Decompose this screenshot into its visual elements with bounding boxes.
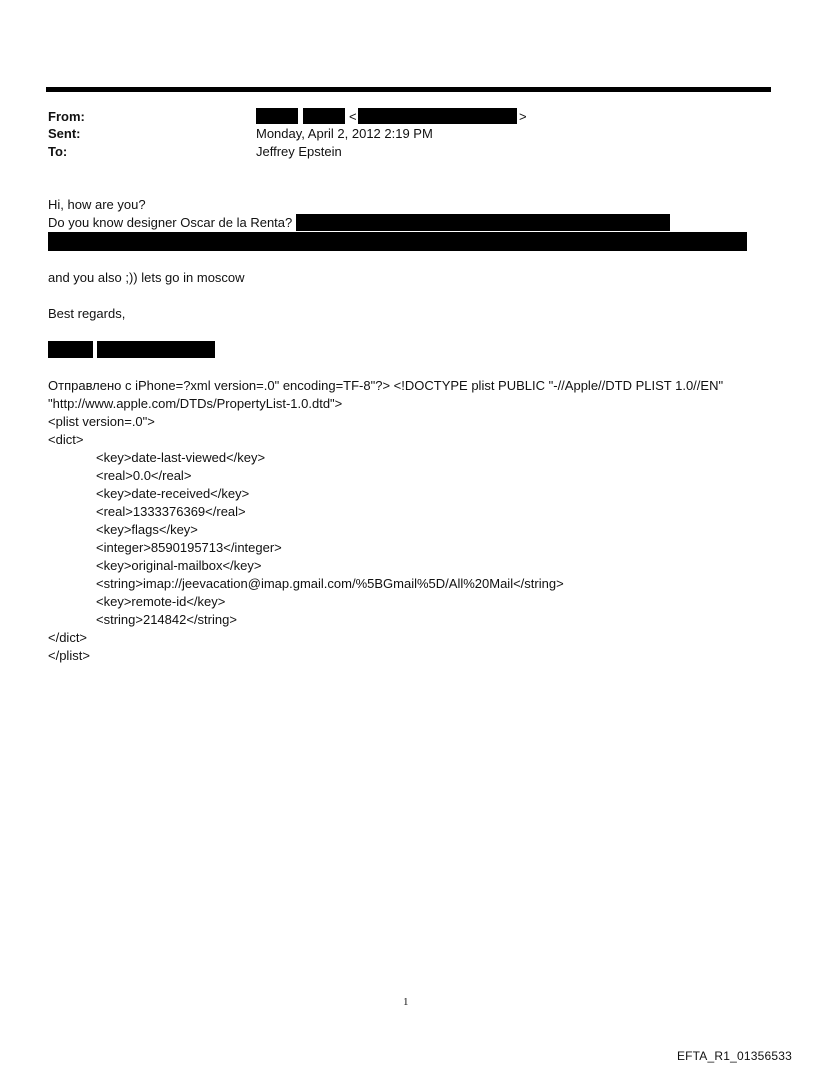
plist-entry: <string>imap://jeevacation@imap.gmail.com/%5BGmail%5D/All%20Mail</string> [96,576,564,591]
plist-entry: <key>date-received</key> [96,486,250,501]
plist-entry: <real>1333376369</real> [96,504,246,519]
plist-entry: <key>remote-id</key> [96,594,226,609]
redaction-sender-first [256,108,298,124]
bates-number: EFTA_R1_01356533 [676,1049,792,1063]
plist-entry: <string>214842</string> [96,612,237,627]
plist-entry: <real>0.0</real> [96,468,192,483]
closing-line: Best regards, [48,306,126,321]
redaction-question-tail [296,214,670,231]
page-number: 1 [403,996,409,1008]
dict-open-tag: <dict> [48,432,84,447]
redaction-full-line [48,232,747,251]
plist-entry: <key>original-mailbox</key> [96,558,262,573]
from-label: From: [48,109,85,124]
plist-entry: <key>flags</key> [96,522,198,537]
question-line: Do you know designer Oscar de la Renta? [48,215,293,230]
plist-close-tag: </plist> [48,648,90,663]
redaction-sender-email [358,108,517,124]
dict-close-tag: </dict> [48,630,88,645]
to-label: To: [48,144,68,159]
header-rule [46,87,771,92]
redaction-sender-last [303,108,345,124]
greeting-line: Hi, how are you? [48,197,146,212]
sent-value: Monday, April 2, 2012 2:19 PM [256,126,433,141]
moscow-line: and you also ;)) lets go in moscow [48,270,245,285]
iphone-signature-line: Отправлено с iPhone=?xml version=.0" encoding=TF-8"?> <!DOCTYPE plist PUBLIC "-//Apple//DTD PLIST 1.0//EN" [48,378,724,393]
dtd-line: "http://www.apple.com/DTDs/PropertyList-1.0.dtd"> [48,396,343,411]
redaction-signature-first [48,341,93,358]
redaction-signature-last [97,341,215,358]
plist-entry: <integer>8590195713</integer> [96,540,282,555]
plist-open-tag: <plist version=.0"> [48,414,155,429]
plist-entry: <key>date-last-viewed</key> [96,450,266,465]
from-open-bracket: < [349,109,357,124]
from-close-bracket: > [519,109,527,124]
sent-label: Sent: [48,126,81,141]
to-value: Jeffrey Epstein [256,144,342,159]
